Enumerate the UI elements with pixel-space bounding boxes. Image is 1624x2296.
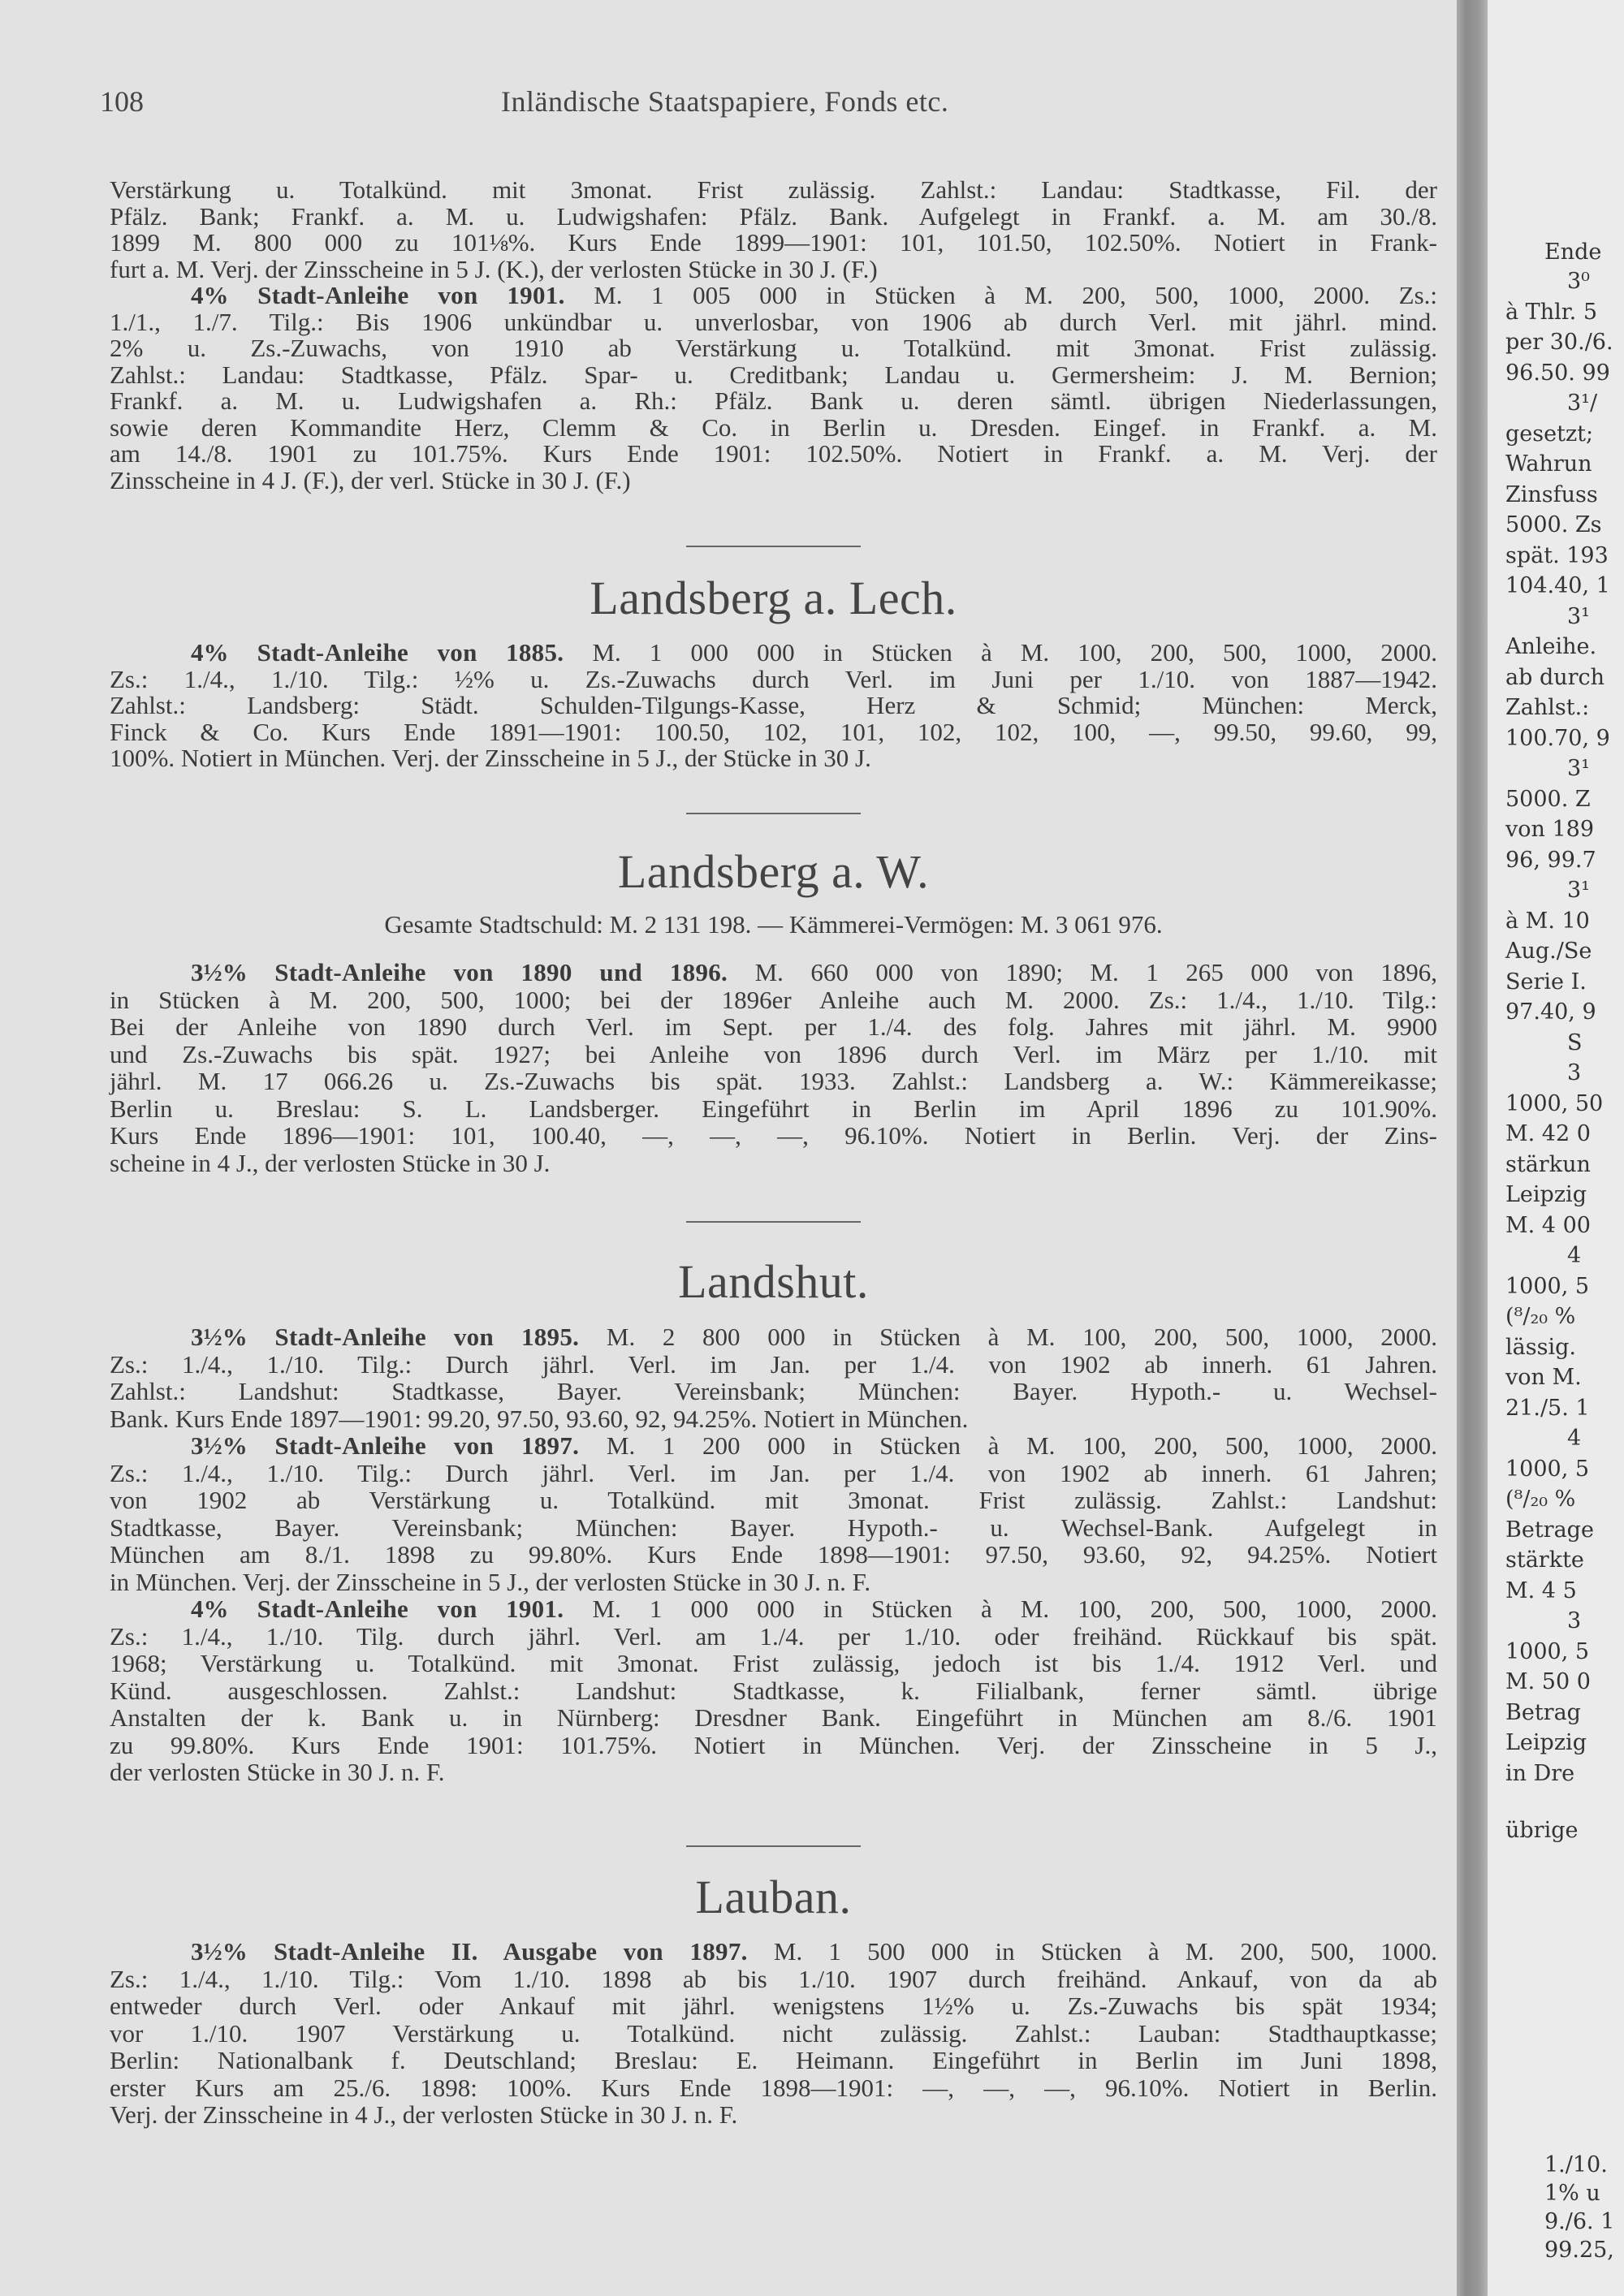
interest-rate: 4%: [191, 281, 229, 309]
text-line: Zs.: 1./4., 1./10. Tilg.: ½% u. Zs.-Zuwachs durch Verl. im Juni per 1./10. von 1887—1942.: [110, 664, 1437, 693]
text-line: jährl. M. 17 066.26 u. Zs.-Zuwachs bis spät. 1933. Zahlst.: Landsberg a. W.: Kämmereikasse;: [110, 1067, 1437, 1095]
bond-entry: [110, 640, 1437, 772]
text-line: Bank. Kurs Ende 1897—1901: 99.20, 97.50, 93.60, 92, 94.25%. Notiert in München.: [110, 1404, 969, 1433]
section-subheading: Gesamte Stadtschuld: M. 2 131 198. — Kämmerei-Vermögen: M. 3 061 976.: [384, 910, 1163, 939]
interest-rate: 3½%: [191, 958, 248, 986]
text-line: Künd. ausgeschlossen. Zahlst.: Landshut: Stadtkasse, k. Filialbank, ferner sämtl. übrige: [110, 1676, 1437, 1705]
facing-page-line: à M. 10: [1505, 908, 1590, 934]
entry-first-line: [110, 640, 1437, 667]
text-line: und Zs.-Zuwachs bis spät. 1927; bei Anleihe von 1896 durch Verl. im März per 1./10. mit: [110, 1039, 1437, 1068]
bond-entry: [110, 1432, 1437, 1595]
facing-page-line: 1000, 50: [1505, 1090, 1604, 1116]
facing-page-line: 9./6. 1: [1544, 2209, 1615, 2234]
facing-page-line: stärkte: [1505, 1547, 1584, 1573]
facing-page-line: S: [1567, 1029, 1583, 1055]
entry-first-line: [110, 1432, 1437, 1460]
entry-first-line: [110, 1595, 1437, 1623]
text-line: Stadtkasse, Bayer. Vereinsbank; München: Bayer. Hypoth.- u. Wechsel-Bank. Aufgelegt in: [110, 1513, 1437, 1542]
section-body: [110, 177, 1437, 494]
facing-page-line: M. 4 5: [1505, 1577, 1577, 1603]
facing-page-line: Leipzig: [1505, 1730, 1587, 1755]
text-line: 2% u. Zs.-Zuwachs, von 1910 ab Verstärkung u. Totalkünd. mit 3monat. Frist zulässig.: [110, 334, 1437, 362]
section-divider: [686, 1221, 861, 1223]
bond-title: Stadt-Anleihe von 1885.: [257, 638, 564, 667]
text-line: Berlin u. Breslau: S. L. Landsberger. Eingeführt in Berlin im April 1896 zu 101.90%.: [110, 1094, 1437, 1123]
entry-first-line: [110, 283, 1437, 309]
entry-text: M. 1 000 000 in Stücken à M. 100, 200, 500, 1000, 2000.: [592, 1595, 1438, 1623]
text-line: München am 8./1. 1898 zu 99.80%. Kurs Ende 1898—1901: 97.50, 93.60, 92, 94.25%. Notiert: [110, 1540, 1437, 1569]
facing-page-line: gesetzt;: [1505, 421, 1594, 447]
facing-page-line: 3¹: [1567, 878, 1591, 903]
section-body: [110, 1323, 1437, 1786]
text-line: von 1902 ab Verstärkung u. Totalkünd. mit 3monat. Frist zulässig. Zahlst.: Landshut:: [110, 1486, 1437, 1514]
facing-page-line: Betrag: [1505, 1699, 1581, 1725]
entry-first-line: [110, 1323, 1437, 1351]
text-line: erster Kurs am 25./6. 1898: 100%. Kurs Ende 1898—1901: —, —, —, 96.10%. Notiert in Berlin.: [110, 2073, 1437, 2102]
facing-page-line: 21./5. 1: [1505, 1395, 1590, 1421]
bond-title: Stadt-Anleihe von 1890 und 1896.: [274, 958, 728, 986]
text-line: sowie deren Kommandite Herz, Clemm & Co. in Berlin u. Dresden. Eingef. in Frankf. a. M.: [110, 412, 1437, 442]
text-line: furt a. M. Verj. der Zinsscheine in 5 J. (K.), der verlosten Stücke in 30 J. (F.): [110, 254, 878, 283]
bond-entry: [110, 1323, 1437, 1432]
text-line: zu 99.80%. Kurs Ende 1901: 101.75%. Notiert in München. Verj. der Zinsscheine in 5 J.,: [110, 1730, 1437, 1759]
facing-page-line: spät. 193: [1505, 542, 1609, 568]
section-divider: [686, 546, 861, 547]
facing-page-line: in Dre: [1505, 1760, 1575, 1786]
facing-page-line: 96.50. 99: [1505, 360, 1610, 386]
facing-page-line: (⁸/₂₀ %: [1505, 1304, 1576, 1329]
facing-page-line: Anleihe.: [1505, 634, 1597, 659]
text-line: Pfälz. Bank; Frankf. a. M. u. Ludwigshafen: Pfälz. Bank. Aufgelegt in Frankf. a. M. am 30./8.: [110, 201, 1437, 231]
facing-page-line: 99.25,: [1544, 2238, 1614, 2263]
interest-rate: 4%: [191, 638, 229, 667]
entry-first-line: [110, 1938, 1437, 1966]
facing-page-line: Wahrun: [1505, 451, 1592, 477]
section-divider: [686, 813, 861, 814]
facing-page-line: 3: [1567, 1060, 1582, 1085]
text-line: Kurs Ende 1896—1901: 101, 100.40, —, —, —, 96.10%. Notiert in Berlin. Verj. der Zins-: [110, 1121, 1437, 1150]
bond-title: Stadt-Anleihe von 1901.: [257, 1595, 564, 1623]
facing-page-line: Aug./Se: [1505, 939, 1592, 964]
facing-page-line: stärkun: [1505, 1151, 1591, 1177]
facing-page-line: 1% u: [1544, 2181, 1600, 2206]
text-line: 1./1., 1./7. Tilg.: Bis 1906 unkündbar u. unverlosbar, von 1906 ab durch Verl. mit jährl. mind.: [110, 307, 1437, 336]
bond-entry: [110, 959, 1437, 1176]
facing-page-line: 1000, 5: [1505, 1273, 1590, 1299]
bond-entry: [110, 1595, 1437, 1786]
text-line: Zs.: 1./4., 1./10. Tilg.: Durch jährl. Verl. im Jan. per 1./4. von 1902 ab innerh. 61 Jahren.: [110, 1349, 1437, 1379]
running-title: Inländische Staatspapiere, Fonds etc.: [501, 85, 949, 118]
text-line: scheine in 4 J., der verlosten Stücke in 30 J.: [110, 1148, 551, 1177]
facing-page-line: 5000. Zs: [1505, 512, 1602, 537]
section-heading: Landshut.: [678, 1255, 869, 1308]
entry-text: M. 1 005 000 in Stücken à M. 200, 500, 1000, 2000. Zs.:: [594, 281, 1438, 309]
section-heading: Landsberg a. W.: [617, 845, 930, 898]
section-body: [110, 959, 1437, 1176]
text-line: Verstärkung u. Totalkünd. mit 3monat. Frist zulässig. Zahlst.: Landau: Stadtkasse, Fil. der: [110, 175, 1437, 204]
entry-first-line: [110, 959, 1437, 986]
text-line: vor 1./10. 1907 Verstärkung u. Totalkünd. nicht zulässig. Zahlst.: Lauban: Stadthauptkasse;: [110, 2018, 1437, 2048]
facing-page-line: M. 4 00: [1505, 1212, 1591, 1238]
interest-rate: 3½%: [191, 1937, 248, 1966]
facing-page-line: 3¹: [1567, 603, 1591, 629]
facing-page-line: 1000, 5: [1505, 1638, 1590, 1664]
section-body: [110, 1938, 1437, 2129]
facing-page-line: von M.: [1505, 1365, 1582, 1390]
text-line: Zahlst.: Landau: Stadtkasse, Pfälz. Spar- u. Creditbank; Landau u. Germersheim: J. M. Bernion;: [110, 360, 1437, 389]
text-line: Frankf. a. M. u. Ludwigshafen a. Rh.: Pfälz. Bank u. deren sämtl. übrigen Niederlassungen,: [110, 386, 1437, 415]
bond-title: Stadt-Anleihe II. Ausgabe von 1897.: [273, 1937, 748, 1966]
section-heading: Landsberg a. Lech.: [590, 572, 957, 624]
facing-page-line: 3¹: [1567, 756, 1591, 781]
section-divider: [686, 1845, 861, 1847]
facing-page-line: Zinsfuss: [1505, 481, 1598, 507]
facing-page-line: M. 42 0: [1505, 1121, 1591, 1146]
text-line: am 14./8. 1901 zu 101.75%. Kurs Ende 1901: 102.50%. Notiert in Frankf. a. M. Verj. der: [110, 439, 1437, 468]
facing-page-line: 4: [1567, 1243, 1582, 1268]
text-line: Zahlst.: Landshut: Stadtkasse, Bayer. Vereinsbank; München: Bayer. Hypoth.- u. Wechsel-: [110, 1377, 1437, 1405]
facing-page-line: 3: [1567, 1608, 1582, 1634]
facing-page-line: per 30./6.: [1505, 330, 1613, 355]
facing-page-line: Zahlst.:: [1505, 695, 1590, 720]
interest-rate: 3½%: [191, 1323, 248, 1351]
facing-page-line: ab durch: [1505, 664, 1605, 690]
text-line: Bei der Anleihe von 1890 durch Verl. im Sept. per 1./4. des folg. Jahres mit jährl. M. 9900: [110, 1012, 1437, 1041]
facing-page-line: Leipzig: [1505, 1182, 1587, 1207]
facing-page-line: 1000, 5: [1505, 1456, 1590, 1482]
bond-title: Stadt-Anleihe von 1901.: [257, 281, 565, 309]
section-body: [110, 640, 1437, 772]
text-line: Zs.: 1./4., 1./10. Tilg.: Durch jährl. Verl. im Jan. per 1./4. von 1902 ab innerh. 61 Jahren;: [110, 1458, 1437, 1487]
text-line: in Stücken à M. 200, 500, 1000; bei der 1896er Anleihe auch M. 2000. Zs.: 1./4., 1./10. Tilg.:: [110, 985, 1437, 1014]
text-line: Zahlst.: Landsberg: Städt. Schulden-Tilgungs-Kasse, Herz & Schmid; München: Merck,: [110, 691, 1437, 719]
facing-page-line: 5000. Z: [1505, 786, 1591, 812]
text-line: 1899 M. 800 000 zu 101⅛%. Kurs Ende 1899—1901: 101, 101.50, 102.50%. Notiert in Frank-: [110, 228, 1437, 257]
bond-entry: [110, 283, 1437, 494]
facing-page-line: Betrage: [1505, 1517, 1594, 1543]
facing-page-line: 96, 99.7: [1505, 847, 1596, 873]
section-heading: Lauban.: [695, 1871, 852, 1923]
text-line: entweder durch Verl. oder Ankauf mit jährl. wenigstens 1½% u. Zs.-Zuwachs bis spät 1934;: [110, 1992, 1437, 2020]
facing-page-line: 1./10.: [1544, 2152, 1608, 2177]
facing-page-line: 100.70, 9: [1505, 725, 1610, 751]
facing-page-line: lässig.: [1505, 1334, 1576, 1360]
facing-page-line: à Thlr. 5: [1505, 299, 1597, 325]
text-line: der verlosten Stücke in 30 J. n. F.: [110, 1758, 445, 1786]
interest-rate: 4%: [191, 1595, 229, 1623]
entry-text: M. 660 000 von 1890; M. 1 265 000 von 1896,: [754, 958, 1437, 986]
bond-title: Stadt-Anleihe von 1897.: [274, 1431, 580, 1460]
facing-page-line: 104.40, 1: [1505, 573, 1610, 598]
text-line: Finck & Co. Kurs Ende 1891—1901: 100.50, 102, 101, 102, 102, 100, —, 99.50, 99.60, 99,: [110, 717, 1437, 746]
bond-title: Stadt-Anleihe von 1895.: [274, 1323, 580, 1351]
facing-page-line: (⁸/₂₀ %: [1505, 1487, 1576, 1512]
facing-page-line: M. 50 0: [1505, 1669, 1591, 1694]
text-line: in München. Verj. der Zinsscheine in 5 J., der verlosten Stücke in 30 J. n. F.: [110, 1567, 871, 1596]
book-spine: [1457, 0, 1488, 2296]
text-line: Zs.: 1./4., 1./10. Tilg.: Vom 1./10. 1898 ab bis 1./10. 1907 durch freihänd. Ankauf, von da ab: [110, 1964, 1437, 1993]
bond-entry: [110, 1938, 1437, 2129]
facing-page-line: übrige: [1505, 1818, 1579, 1843]
facing-page-line: 4: [1567, 1426, 1582, 1451]
page-number: 108: [100, 85, 144, 118]
text-line: Verj. der Zinsscheine in 4 J., der verlosten Stücke in 30 J. n. F.: [110, 2100, 738, 2129]
facing-page-line: von 189: [1505, 817, 1595, 842]
entry-text: M. 1 200 000 in Stücken à M. 100, 200, 500, 1000, 2000.: [606, 1431, 1438, 1460]
interest-rate: 3½%: [191, 1431, 248, 1460]
text-line: 1968; Verstärkung u. Totalkünd. mit 3monat. Frist zulässig, jedoch ist bis 1./4. 1912 Verl. und: [110, 1649, 1437, 1677]
text-line: Zinsscheine in 4 J. (F.), der verl. Stücke in 30 J. (F.): [110, 465, 631, 494]
facing-page: [1488, 0, 1624, 2296]
bond-entry: [110, 177, 1437, 283]
facing-page-line: 3¹/: [1567, 391, 1598, 416]
entry-text: M. 1 000 000 in Stücken à M. 100, 200, 500, 1000, 2000.: [592, 638, 1438, 667]
text-line: Zs.: 1./4., 1./10. Tilg. durch jährl. Verl. am 1./4. per 1./10. oder freihänd. Rückkauf bis spät.: [110, 1621, 1437, 1651]
facing-page-line: 3⁰: [1567, 269, 1591, 294]
text-line: 100%. Notiert in München. Verj. der Zinsscheine in 5 J., der Stücke in 30 J.: [110, 744, 871, 772]
facing-page-line: Serie I.: [1505, 969, 1587, 995]
text-line: Berlin: Nationalbank f. Deutschland; Breslau: E. Heimann. Eingeführt in Berlin im Juni 1898,: [110, 2046, 1437, 2074]
entry-text: M. 2 800 000 in Stücken à M. 100, 200, 500, 1000, 2000.: [606, 1323, 1438, 1351]
facing-page-line: Ende: [1544, 240, 1602, 265]
facing-page-line: 97.40, 9: [1505, 999, 1596, 1025]
text-line: Anstalten der k. Bank u. in Nürnberg: Dresdner Bank. Eingeführt in München am 8./6. 1901: [110, 1703, 1437, 1732]
entry-text: M. 1 500 000 in Stücken à M. 200, 500, 1000.: [773, 1937, 1437, 1966]
